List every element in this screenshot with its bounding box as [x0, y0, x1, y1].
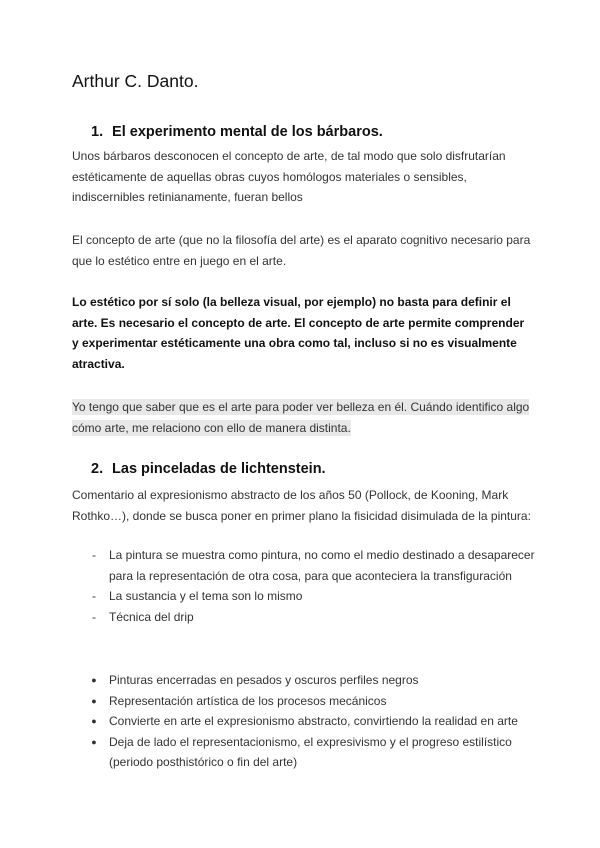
section-number: 2. — [91, 461, 104, 477]
list-item — [72, 670, 542, 691]
paragraph-aesthetic-bold: Lo estético por sí solo (la belleza visual, por ejemplo) no basta para definir el arte. Es necesario el concepto de arte. El concepto de arte permite comprender y experimentar estéticamente una obra como tal, incluso si no es visualmente atractiva. — [72, 295, 525, 371]
dash-list — [72, 545, 542, 627]
bullet-marker: ● — [91, 675, 97, 685]
bullet-marker: ● — [91, 695, 97, 706]
section-heading-2 — [91, 461, 326, 477]
list-item — [72, 586, 542, 607]
paragraph-highlighted — [72, 397, 532, 438]
list-item-text: Pinturas encerradas en pesados y oscuros perfiles negros — [109, 673, 419, 687]
paragraph-expressionism: Comentario al expresionismo abstracto de los años 50 (Pollock, de Kooning, Mark Rothko…), donde se busca poner en primer plano la fisicidad disimulada de la pintura: — [72, 488, 531, 523]
list-item — [72, 711, 542, 732]
dash-marker: - — [92, 609, 96, 624]
list-item — [72, 691, 542, 712]
section-heading-text: Las pinceladas de lichtenstein. — [112, 461, 326, 477]
dash-marker: - — [92, 589, 96, 603]
list-item — [72, 732, 542, 773]
bullet-marker: ● — [91, 736, 97, 747]
section-heading-1 — [91, 124, 383, 140]
list-item — [72, 545, 542, 586]
bullet-list — [72, 670, 542, 773]
list-item-text: La sustancia y el tema son lo mismo — [109, 589, 303, 603]
section-heading-text: El experimento mental de los bárbaros. — [112, 124, 383, 140]
list-item-text: Técnica del drip — [109, 609, 194, 624]
paragraph-concept-of-art: El concepto de arte (que no la filosofía del arte) es el aparato cognitivo necesario para que lo estético entre en juego en el arte. — [72, 233, 531, 268]
section-number: 1. — [91, 124, 104, 140]
list-item — [72, 607, 542, 628]
list-item-text: Convierte en arte el expresionismo abstracto, convirtiendo la realidad en arte — [109, 714, 518, 728]
document-title: Arthur C. Danto. — [72, 71, 199, 91]
paragraph-barbarians: Unos bárbaros desconocen el concepto de arte, de tal modo que solo disfrutarían estéticamente de aquellas obras cuyos homólogos materiales o sensibles, indiscernibles retinianamente, fueran bellos — [72, 149, 506, 204]
bullet-marker: ● — [91, 716, 97, 726]
list-item-text: La pintura se muestra como pintura, no como el medio destinado a desaparecer para la representación de otra cosa, para que aconteciera la transfiguración — [109, 548, 535, 583]
list-item-text: Representación artística de los procesos mecánicos — [109, 693, 387, 708]
dash-marker: - — [92, 548, 96, 562]
list-item-text: Deja de lado el representacionismo, el expresivismo y el progreso estilístico (periodo posthistórico o fin del arte) — [109, 734, 512, 769]
highlighted-text: Yo tengo que saber que es el arte para poder ver belleza en él. Cuándo identifico algo cómo arte, me relaciono con ello de manera distinta. — [72, 400, 530, 435]
